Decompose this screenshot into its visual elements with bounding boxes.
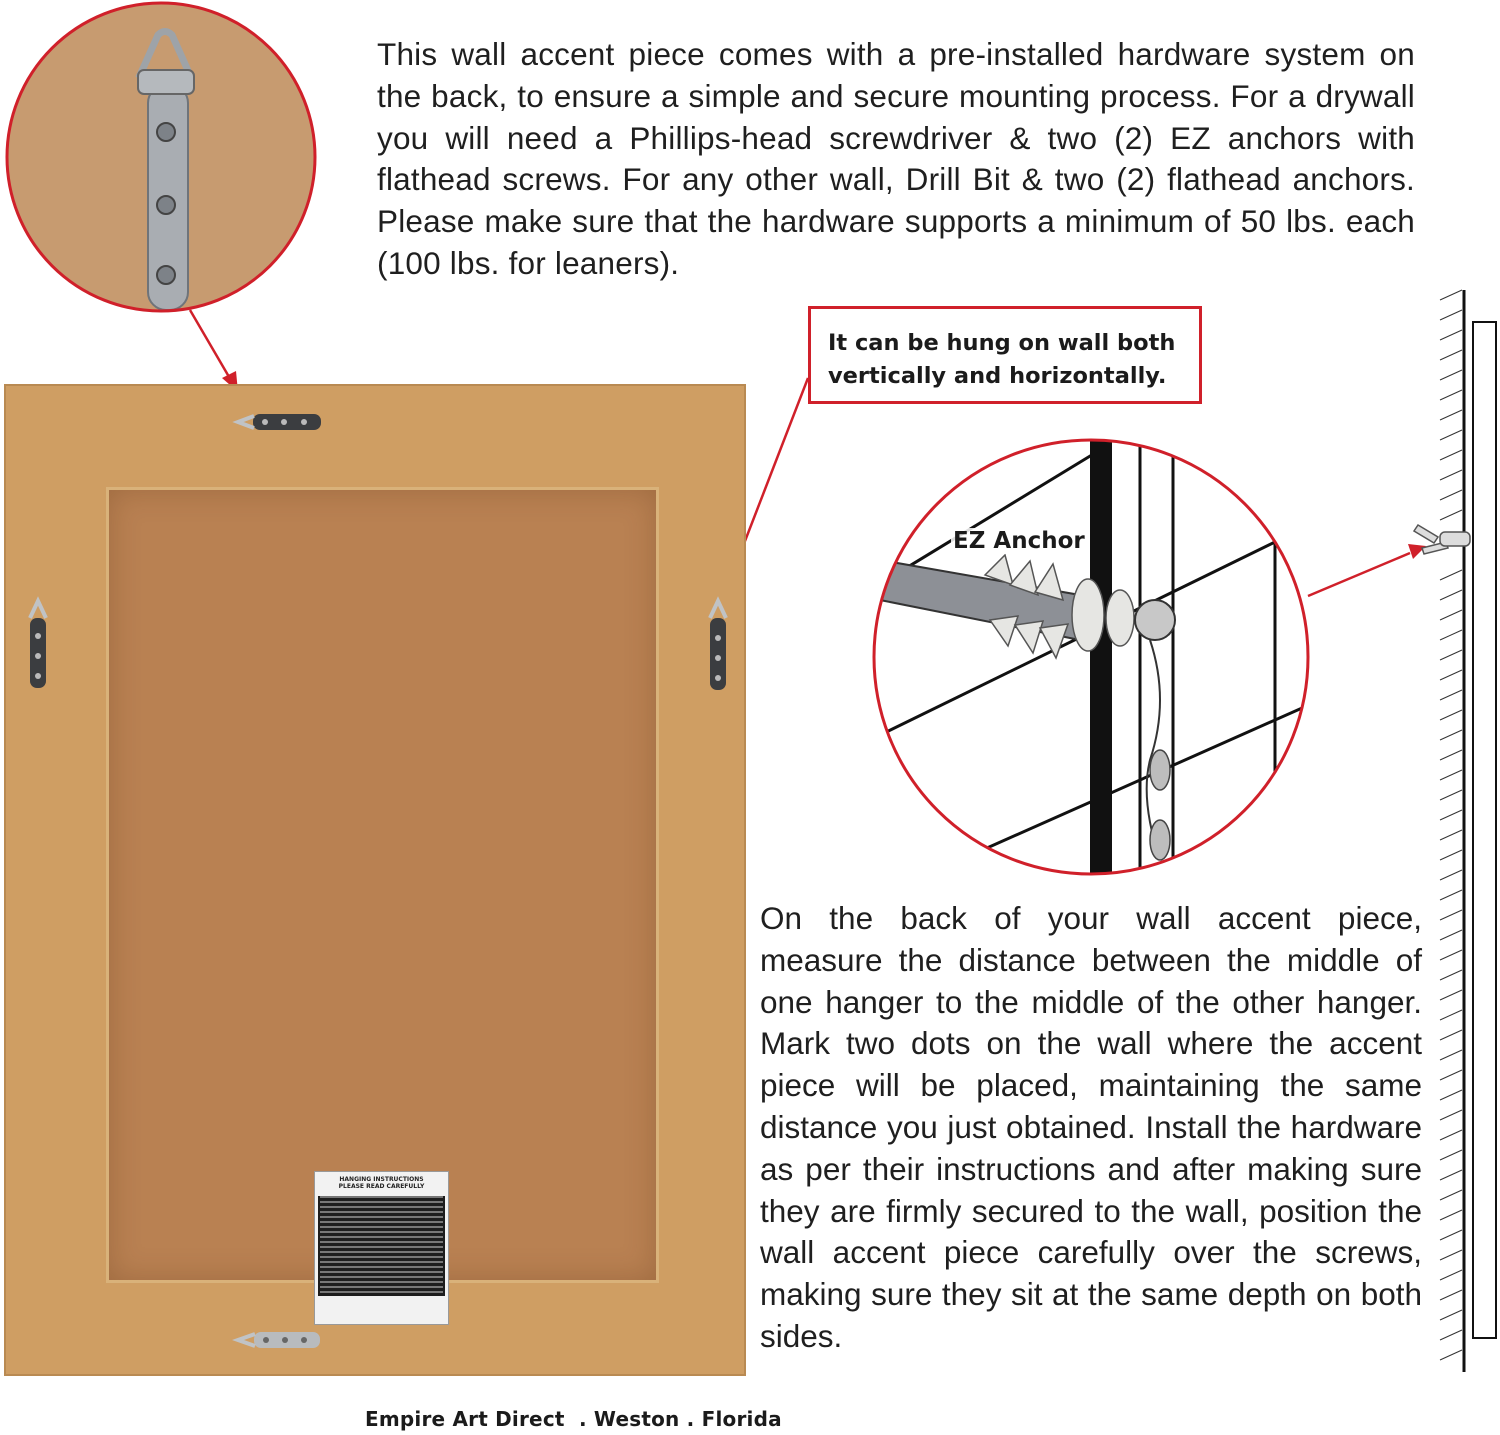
intro-paragraph: This wall accent piece comes with a pre-installed hardware system on the back, to ensure a simple and secure mounting process. For a drywall you will need a Phillips-head screwdriver & two (2) EZ anchors with flathead screws. For any other wall, Drill Bit & two (2) flathead anchors. Please make sure that the hardware supports a minimum of 50 lbs. each (100 lbs. for leaners).: [377, 36, 1415, 281]
label-title: HANGING INSTRUCTIONS PLEASE READ CAREFULLY: [338, 1176, 425, 1190]
frame-hangers: [6, 386, 748, 1378]
arrow-wall-screw: [1308, 544, 1426, 596]
hanger-bottom: [238, 1332, 320, 1348]
callout-line-2: vertically and horizontally.: [828, 363, 1167, 389]
anchor-zoom-circle: [870, 430, 1320, 890]
hanger-top: [238, 414, 321, 430]
callout-line-1: It can be hung on wall both: [828, 330, 1176, 356]
hanger-left: [30, 601, 46, 688]
wall-side-view: [1414, 290, 1496, 1372]
arrow-top-hanger: [190, 310, 238, 392]
hanger-right: [710, 601, 726, 690]
instructions-paragraph: On the back of your wall accent piece, measure the distance between the middle of one hanger to the middle of the other hanger. Mark two dots on the wall where the accent piece will be placed, maintaining the same distance you just obtained. Install the hardware as per their instructions and after making sure they are firmly secured to the wall, position the wall accent piece carefully over the screws, making sure they sit at the same depth on both sides.: [760, 900, 1422, 1354]
footer-company: Empire Art Direct . Weston . Florida: [365, 1407, 782, 1431]
orientation-callout: [808, 306, 1202, 404]
hanger-zoom-circle: [0, 0, 330, 320]
ez-anchor-label: EZ Anchor: [953, 528, 1085, 554]
frame-back: [4, 384, 746, 1376]
